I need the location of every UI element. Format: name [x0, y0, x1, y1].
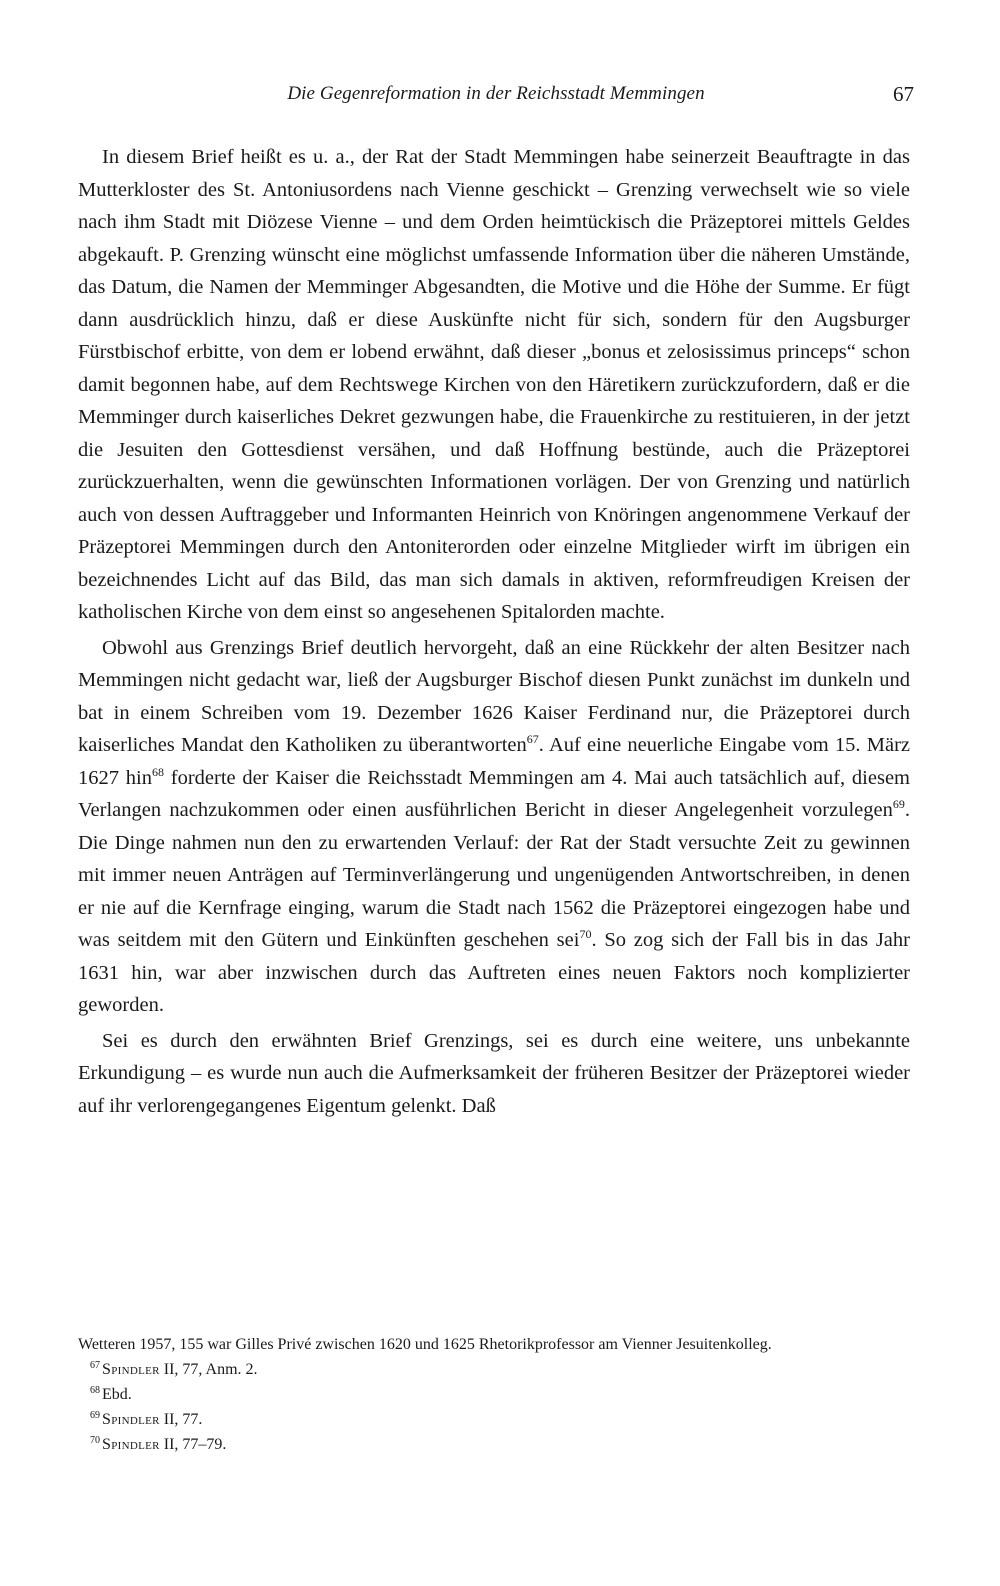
footnote-67: 67 Spindler II, 77, Anm. 2. [90, 1359, 258, 1378]
footnote-reference: II, 77. [159, 1411, 203, 1428]
footnote-reference: II, 77, Anm. 2. [159, 1361, 258, 1378]
paragraph-text: In diesem Brief heißt es u. a., der Rat der Stadt Memmingen habe seinerzeit Beauftragte in das Mutterkloster des St. Antoniusordens nach Vienne geschickt – Grenzing verwechselt wie so viele nach ihm Stadt mit Diözese Vienne – und dem Orden heimtückisch die Präzeptorei mittels Geldes abgekauft. P. Grenzing wünscht eine möglichst umfassende Information über die näheren Umstände, das Datum, die Namen der Memminger Abgesandten, die Motive und die Höhe der Summe. Er fügt dann ausdrücklich hinzu, daß er diese Auskünfte nicht für sich, sondern für den Augsburger Fürstbischof erbitte, von dem er lobend erwähnt, daß dieser „bonus et zelosissimus princeps“ schon damit begonnen habe, auf dem Rechtswege Kirchen von den Häretikern zurückzufordern, daß er die Memminger durch kaiserliches Dekret gezwungen habe, die Frauenkirche zu restituieren, in der jetzt die Jesuiten den Gottesdienst versähen, und daß Hoffnung bestünde, auch die Präzeptorei zurückzuerhalten, wenn die gewünschten Informationen vorlägen. Der von Grenzing und natürlich auch von dessen Auftraggeber und Informanten Heinrich von Knöringen angenommene Verkauf der Präzeptorei Memmingen durch den Antoniterorden oder einzelne Mitglieder wirft im übrigen ein bezeichnendes Licht auf das Bild, das man sich damals in aktiven, reformfreudigen Kreisen der katholischen Kirche von dem einst so angesehenen Spitalorden machte. [78, 146, 910, 623]
footnote-author: Spindler [102, 1411, 160, 1428]
footnotes [78, 1332, 910, 1457]
footnote-divider [78, 1318, 910, 1319]
paragraph-text: . Auf eine neuerliche Eingabe vom 15. März 1627 hin [78, 734, 910, 789]
footnote-reference: Ebd. [102, 1386, 132, 1403]
running-title: Die Gegenreformation in der Reichsstadt Memmingen [287, 83, 705, 104]
paragraph [78, 1025, 910, 1123]
footnote-marker-68: 68 [151, 764, 164, 779]
footnote-author: Spindler [102, 1361, 160, 1378]
footnote-reference: II, 77–79. [159, 1436, 227, 1453]
page-number: 67 [893, 82, 914, 106]
footnote-marker-67: 67 [526, 732, 539, 747]
paragraph-text: Obwohl aus Grenzings Brief deutlich hervorgeht, daß an eine Rückkehr der alten Besitzer nach Memmingen nicht gedacht war, ließ der Augsburger Bischof diesen Punkt zunächst im dunkeln und bat in einem Schreiben vom 19. Dezember 1626 Kaiser Ferdinand nur, die Präzeptorei durch kaiserliches Mandat den Katholiken zu überantworten [78, 636, 910, 756]
paragraph [78, 632, 910, 1022]
footnote-70: 70 Spindler II, 77–79. [90, 1434, 227, 1453]
footnote-author: Spindler [102, 1436, 160, 1453]
footnote-69: 69 Spindler II, 77. [90, 1409, 203, 1428]
paragraph-text: Sei es durch den erwähnten Brief Grenzings, sei es durch eine weitere, uns unbekannte Erkundigung – es wurde nun auch die Aufmerksamkeit der früheren Besitzer der Präzeptorei wieder auf ihr verlorengegangenes Eigentum gelenkt. Daß [78, 1029, 910, 1117]
footnote-continuation: Wetteren 1957, 155 war Gilles Privé zwischen 1620 und 1625 Rhetorikprofessor am Vienner Jesuitenkolleg. [78, 1336, 772, 1353]
footnote-marker-69: 69 [892, 797, 905, 812]
paragraph [78, 141, 910, 629]
body-text [78, 141, 910, 1122]
footnote-marker-70: 70 [579, 927, 592, 942]
paragraph-text: . So zog sich der Fall bis in das Jahr 1631 hin, war aber inzwischen durch das Auftreten eines neuen Faktors noch komplizierter geworden. [78, 929, 910, 1016]
paragraph-text: . Die Dinge nahmen nun den zu erwartenden Verlauf: der Rat der Stadt versuchte Zeit zu gewinnen mit immer neuen Anträgen auf Terminverlängerung und ungenügenden Antwortschreiben, in denen er nie auf die Kernfrage einging, warum die Stadt nach 1562 die Präzeptorei eingezogen habe und was seitdem mit den Gütern und Einkünften geschehen sei [78, 799, 910, 951]
paragraph-text: forderte der Kaiser die Reichsstadt Memmingen am 4. Mai auch tatsächlich auf, diesem Verlangen nachzukommen oder einen ausführlichen Bericht in dieser Angelegenheit vorzulegen [78, 766, 910, 821]
running-head [78, 78, 914, 110]
footnote-68: 68 Ebd. [90, 1384, 132, 1403]
